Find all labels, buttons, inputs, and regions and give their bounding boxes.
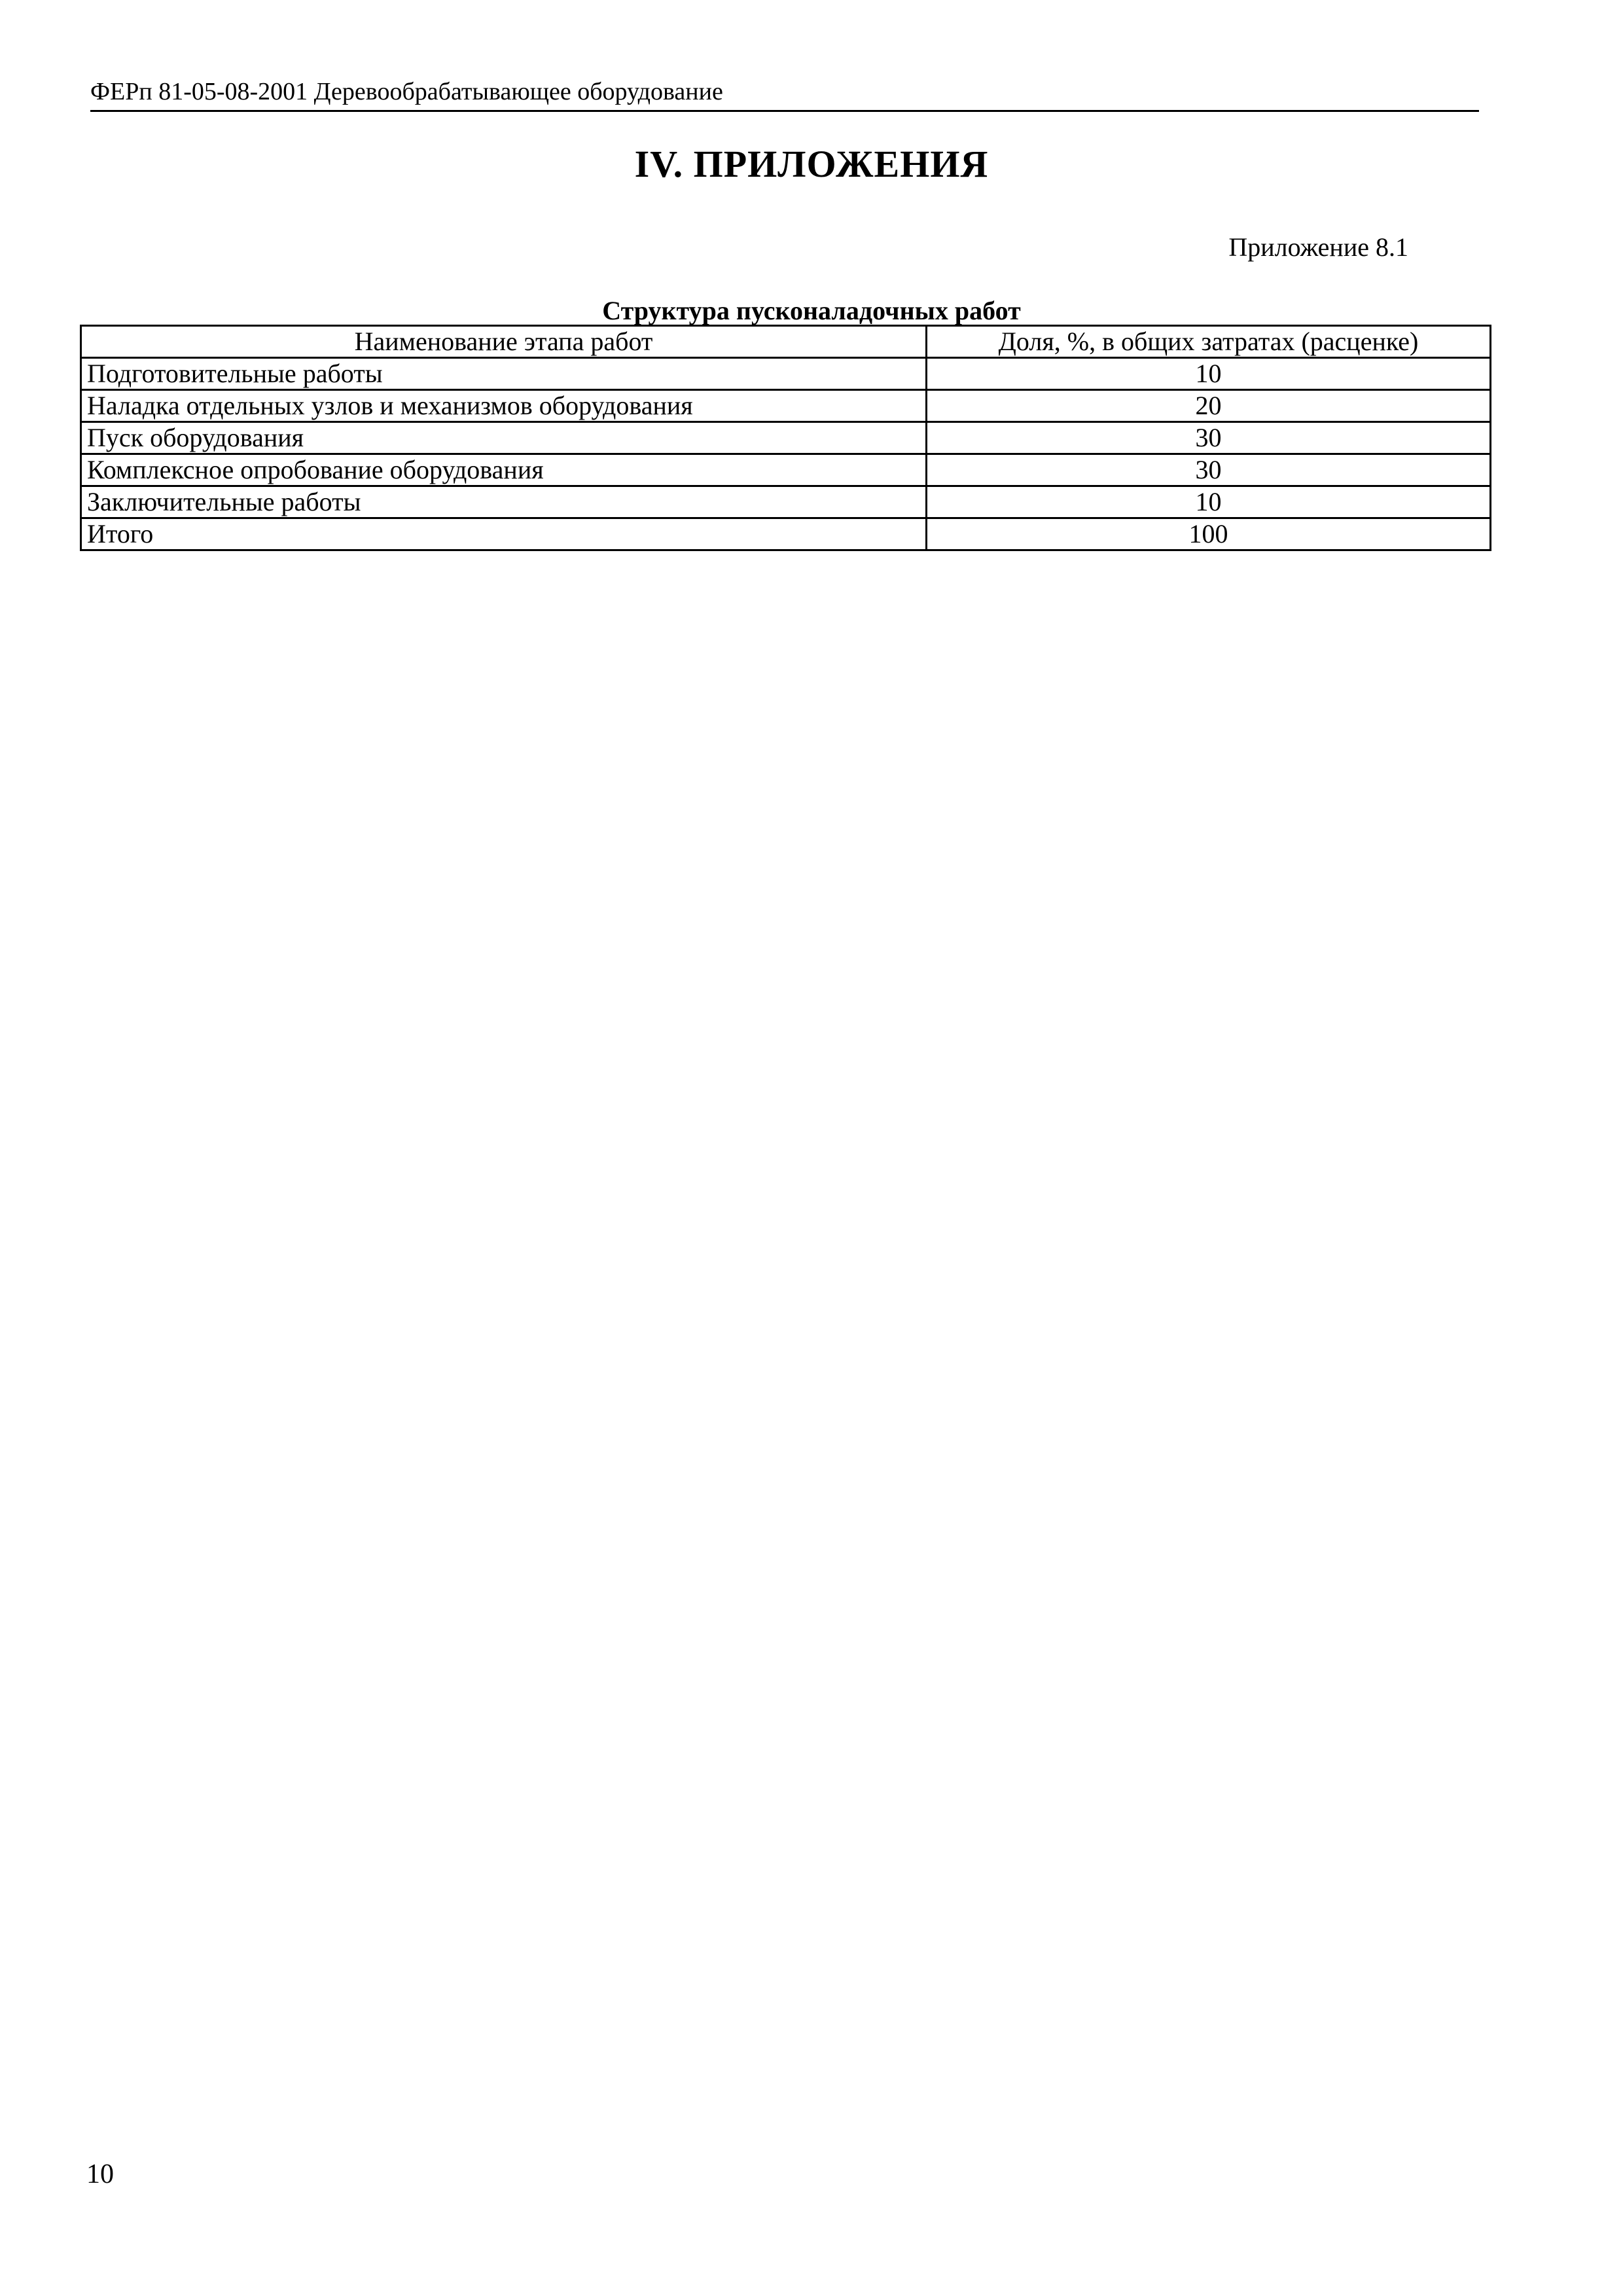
total-label-cell: Итого (81, 518, 927, 550)
share-value-cell: 30 (927, 422, 1491, 454)
share-value-cell: 30 (927, 454, 1491, 486)
stage-name-cell: Подготовительные работы (81, 358, 927, 390)
share-value-cell: 10 (927, 486, 1491, 518)
table-row (81, 358, 1491, 390)
page-number: 10 (86, 2159, 114, 2189)
share-value-cell: 10 (927, 358, 1491, 390)
section-title: IV. ПРИЛОЖЕНИЯ (634, 143, 989, 185)
stage-name-cell: Наладка отдельных узлов и механизмов оборудования (81, 390, 927, 422)
stage-name-cell: Пуск оборудования (81, 422, 927, 454)
total-value-cell: 100 (927, 518, 1491, 550)
column-header-share: Доля, %, в общих затратах (расценке) (927, 326, 1491, 358)
appendix-label: Приложение 8.1 (1228, 232, 1408, 262)
table-caption: Структура пусконаладочных работ (602, 296, 1021, 325)
share-value-cell: 20 (927, 390, 1491, 422)
table-row (81, 390, 1491, 422)
table-row (81, 454, 1491, 486)
table-row (81, 486, 1491, 518)
running-header: ФЕРп 81-05-08-2001 Деревообрабатывающее оборудование (90, 77, 1479, 112)
stage-name-cell: Комплексное опробование оборудования (81, 454, 927, 486)
table-row (81, 422, 1491, 454)
stage-name-cell: Заключительные работы (81, 486, 927, 518)
column-header-stage: Наименование этапа работ (81, 326, 927, 358)
work-structure-table (80, 325, 1491, 551)
table-header-row (81, 326, 1491, 358)
table-total-row (81, 518, 1491, 550)
